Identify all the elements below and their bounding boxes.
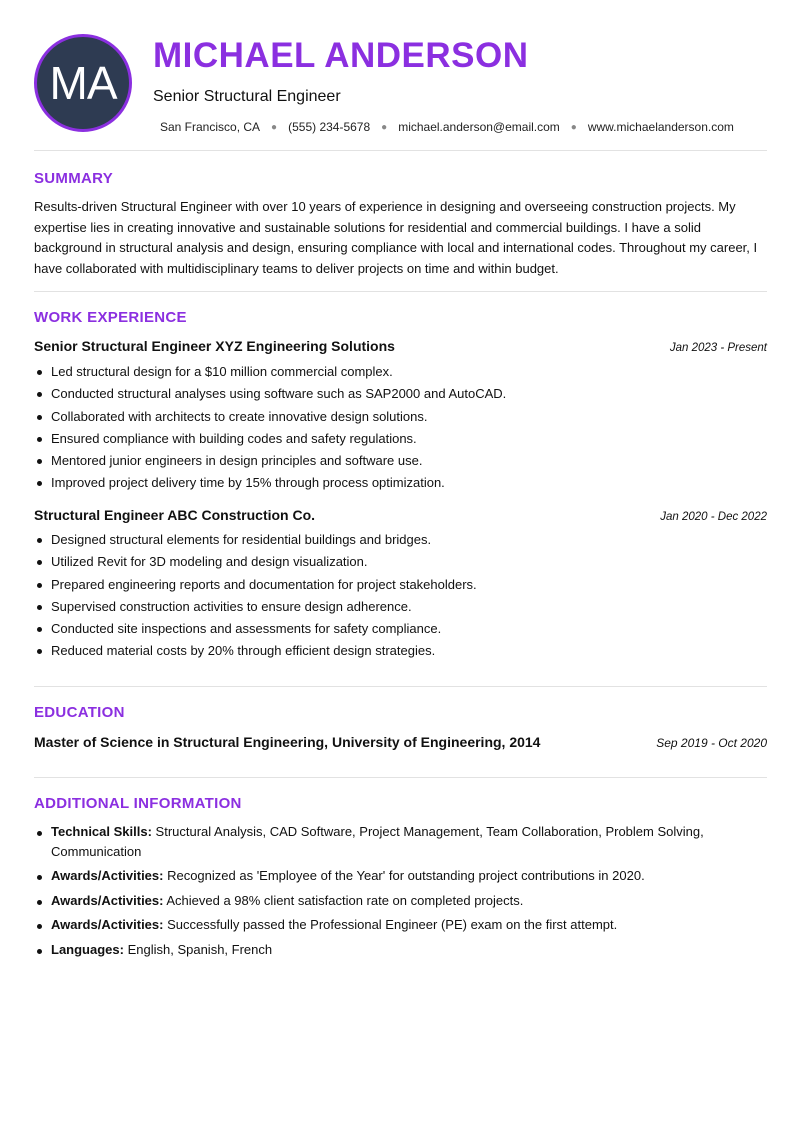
contact-phone: (555) 234-5678 <box>288 120 371 134</box>
list-item: Reduced material costs by 20% through efficient design strategies. <box>34 640 767 662</box>
list-item: Conducted site inspections and assessments for safety compliance. <box>34 618 767 640</box>
list-item: Prepared engineering reports and documentation for project stakeholders. <box>34 574 767 596</box>
job-header <box>34 507 767 523</box>
degree: Master of Science in Structural Engineering, University of Engineering, 2014 <box>34 734 541 750</box>
education-dates: Sep 2019 - Oct 2020 <box>656 736 767 750</box>
list-item <box>34 940 767 960</box>
summary-heading: SUMMARY <box>34 170 114 187</box>
list-item: Led structural design for a $10 million commercial complex. <box>34 361 767 383</box>
item-text: Recognized as 'Employee of the Year' for outstanding project contributions in 2020. <box>163 868 645 883</box>
divider <box>34 291 767 292</box>
work-experience-heading: WORK EXPERIENCE <box>34 309 187 326</box>
contact-location: San Francisco, CA <box>160 120 261 134</box>
list-item: Improved project delivery time by 15% through process optimization. <box>34 472 767 494</box>
contact-website[interactable]: www.michaelanderson.com <box>587 120 734 134</box>
item-text: Successfully passed the Professional Engineer (PE) exam on the first attempt. <box>163 917 618 932</box>
separator-dot-icon: ● <box>570 121 577 133</box>
item-label: Awards/Activities: <box>51 917 164 932</box>
item-text: Structural Analysis, CAD Software, Project Management, Team Collaboration, Problem Solving, Communication <box>51 824 704 859</box>
divider <box>34 150 767 151</box>
contact-email[interactable]: michael.anderson@email.com <box>398 120 560 134</box>
job-dates: Jan 2020 - Dec 2022 <box>660 511 767 523</box>
list-item <box>34 822 767 861</box>
item-text: Achieved a 98% client satisfaction rate on completed projects. <box>163 892 524 908</box>
list-item: Supervised construction activities to ensure design adherence. <box>34 596 767 618</box>
education-entry <box>34 734 767 750</box>
job-role: Senior Structural Engineer XYZ Engineering Solutions <box>34 338 395 354</box>
job-role: Structural Engineer ABC Construction Co. <box>34 507 316 523</box>
job-bullets <box>34 361 767 495</box>
avatar <box>34 34 132 132</box>
additional-information-heading: ADDITIONAL INFORMATION <box>34 795 242 812</box>
list-item: Ensured compliance with building codes and safety regulations. <box>34 428 767 450</box>
contact-line <box>160 120 734 134</box>
divider <box>34 686 767 687</box>
item-label: Awards/Activities: <box>51 868 164 883</box>
job-bullets <box>34 529 767 663</box>
separator-dot-icon: ● <box>381 121 388 133</box>
list-item: Designed structural elements for residential buildings and bridges. <box>34 529 767 551</box>
list-item <box>34 891 767 911</box>
separator-dot-icon: ● <box>271 121 278 133</box>
summary-text: Results-driven Structural Engineer with over 10 years of experience in designing and overseeing construction projects. My expertise lies in creating innovative and sustainable solutions for residential and commercial buildings. I have a solid background in structural analysis and design, ensuring compliance with local and international codes. Throughout my career, I have collaborated with multidisciplinary teams to deliver projects on time and within budget. <box>34 199 758 276</box>
list-item: Conducted structural analyses using software such as SAP2000 and AutoCAD. <box>34 383 767 405</box>
avatar-initials: MA <box>49 57 117 109</box>
list-item: Mentored junior engineers in design principles and software use. <box>34 450 767 472</box>
additional-list <box>34 822 767 964</box>
job-title: Senior Structural Engineer <box>153 88 341 105</box>
list-item <box>34 915 767 935</box>
item-text: English, Spanish, French <box>123 941 273 957</box>
item-label: Languages: <box>51 941 124 957</box>
item-label: Technical Skills: <box>51 824 152 839</box>
list-item <box>34 866 767 886</box>
item-label: Awards/Activities: <box>51 892 164 908</box>
job-dates: Jan 2023 - Present <box>669 342 767 354</box>
list-item: Collaborated with architects to create innovative design solutions. <box>34 406 767 428</box>
divider <box>34 777 767 778</box>
candidate-name: MICHAEL ANDERSON <box>153 36 529 75</box>
education-heading: EDUCATION <box>34 704 125 721</box>
job-header <box>34 338 767 354</box>
list-item: Utilized Revit for 3D modeling and design visualization. <box>34 551 767 573</box>
